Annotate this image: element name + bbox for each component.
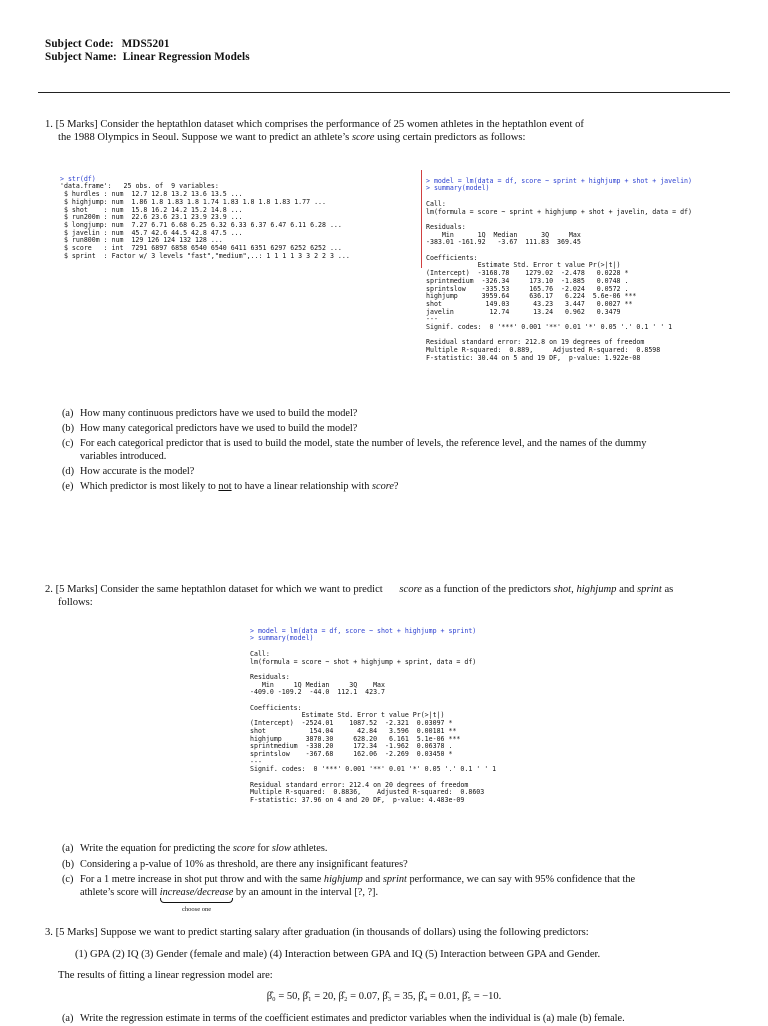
q2-part-c-highjump: highjump bbox=[323, 874, 363, 885]
question-2-intro bbox=[45, 583, 735, 609]
q1-part-e-label: (e) bbox=[62, 480, 74, 492]
q2-part-c-label: (c) bbox=[62, 874, 74, 885]
question-2-sep: , bbox=[571, 584, 577, 595]
q2-part-b-text: Considering a p-value of 10% as threshold, are there any insignificant features? bbox=[80, 858, 408, 870]
coefficient-equation: β̂₀ = 50, β̂₁ = 20, β̂₂ = 0.07, β̂₃ = 35, β̂₄ = 0.01, β̂₅ = −10. bbox=[266, 991, 502, 1002]
question-2-shot-term: shot bbox=[553, 584, 572, 595]
q2-part-a-text: Write the equation for predicting the bbox=[80, 843, 233, 854]
q1-part-c bbox=[62, 438, 734, 463]
question-2-highjump-term: highjump bbox=[576, 584, 617, 595]
q1-part-e bbox=[62, 481, 734, 494]
q1-str-output: 'data.frame': 25 obs. of 9 variables: $ hurdles : num 12.7 12.8 13.2 13.6 13.5 ... $ highjump: num 1.86 1.8 1.83 1.8 1.74 1.83 1.8 1.8 1.83 1.77 ... $ shot : num 15.8 16.2 14.2 15.2 14.8 ... $ run200m : num 22.6 23.6 23.1 23.9 23.9 ... $ longjump: num 7.27 6.71 6.68 6.25 6.32 6.33 6.37 6.47 6.11 6.28 ... $ javelin : num 45.7 42.6 44.5 42.8 47.5 ... $ run800m : num 129 126 124 132 128 ... $ score : int 7291 6897 6858 6540 6540 6411 6351 6297 6252 6252 ... $ sprint : Factor w/ 3 levels "fast","medium",..: 1 1 1 1 3 3 2 2 3 ... bbox=[60, 182, 350, 260]
subject-name-line bbox=[45, 51, 250, 63]
q1-part-e-not: not bbox=[218, 480, 232, 492]
q2-part-c-and: and bbox=[362, 874, 383, 885]
subject-code-line bbox=[45, 38, 170, 50]
q1-part-e-score: score bbox=[372, 480, 394, 492]
q2-part-c-text: For a 1 metre increase in shot put throw and with the same bbox=[80, 874, 324, 885]
q2-part-a-for: for bbox=[254, 843, 272, 854]
q1-part-d-text: How accurate is the model? bbox=[80, 465, 195, 477]
q2-part-c-sprint: sprint bbox=[382, 874, 407, 885]
question-1-intro-line2: the 1988 Olympics in Seoul. Suppose we want to predict an athlete’s bbox=[58, 132, 352, 143]
q2-part-a bbox=[62, 843, 734, 856]
q2-model-output: Call: lm(formula = score ~ shot + highjump + sprint, data = df) Residuals: Min 1Q Median 3Q Max -409.0 -109.2 -44.0 112.1 423.7 Coefficients: Estimate Std. Error t value Pr(>|t|) (Intercept) -2524.01 1087.52 -2.321 0.03097 * shot 154.04 42.84 3.596 0.00181 ** highjump 3870.30 628.20 6.161 5.1e-06 *** sprintmedium -338.20 172.34 -1.962 0.06378 . sprintslow -367.68 162.06 -2.269 0.03450 * --- Signif. codes: 0 '***' 0.001 '**' 0.01 '*' 0.05 '.' 0.1 ' ' 1 Residual standard error: 212.4 on 20 degrees of freedom Multiple R-squared: 0.8836, Adjusted R-squared: 0.8603 F-statistic: 37.96 on 4 and 20 DF, p-value: 4.483e-09 bbox=[250, 649, 497, 805]
q2-part-c-text2: performance, we can say with 95% confidence that the bbox=[406, 874, 636, 885]
question-1-intro-line2-end: using certain predictors as follows: bbox=[374, 132, 526, 143]
q1-part-a-label: (a) bbox=[62, 408, 74, 419]
question-3-intro bbox=[45, 926, 735, 939]
question-2-parts bbox=[62, 843, 734, 913]
increase-decrease-choice bbox=[159, 886, 234, 913]
q1-part-c-label: (c) bbox=[62, 438, 74, 449]
question-3-intro-text: [5 Marks] Suppose we want to predict starting salary after graduation (in thousands of dollars) using the following predictors: bbox=[55, 927, 589, 938]
q1-str-code-block bbox=[60, 168, 350, 260]
subject-code-value: MDS5201 bbox=[121, 38, 170, 50]
q2-part-c-end: by an amount in the interval [?, ?]. bbox=[233, 886, 379, 898]
q1-part-c-continuation: variables introduced. bbox=[80, 450, 167, 462]
q2-model-code-block bbox=[250, 620, 496, 805]
choose-one-note: choose one bbox=[182, 905, 212, 913]
question-2-follows: follows: bbox=[58, 597, 93, 608]
q2-part-a-slow: slow bbox=[271, 843, 291, 854]
q1-part-d-label: (d) bbox=[62, 465, 75, 477]
q1-part-b-text: How many categorical predictors have we used to build the model? bbox=[80, 423, 358, 434]
question-3-results: The results of fitting a linear regression model are: bbox=[58, 970, 273, 981]
q2-part-b bbox=[62, 859, 734, 872]
q2-part-b-label: (b) bbox=[62, 858, 75, 870]
q1-part-c-text: For each categorical predictor that is used to build the model, state the number of levels, the reference level, and the names of the dummy bbox=[80, 438, 647, 449]
question-2-as: as bbox=[661, 584, 674, 595]
q1-part-d bbox=[62, 466, 734, 479]
q1-part-b-label: (b) bbox=[62, 423, 75, 434]
header-divider bbox=[38, 92, 730, 93]
question-1-intro bbox=[45, 118, 735, 144]
question-2-intro-line1: [5 Marks] Consider the same heptathlon dataset for which we want to predict bbox=[55, 584, 383, 595]
underbrace bbox=[160, 898, 234, 903]
q2-part-a-end: athletes. bbox=[290, 843, 328, 854]
q2-part-a-label: (a) bbox=[62, 843, 74, 854]
question-2-and: and bbox=[616, 584, 638, 595]
question-1-intro-line1: [5 Marks] Consider the heptathlon dataset which comprises the performance of 25 women athletes in the heptathlon event of bbox=[55, 119, 584, 130]
question-2-intro-mid: as a function of the predictors bbox=[421, 584, 554, 595]
q1-model-output: Call: lm(formula = score ~ sprint + highjump + shot + javelin, data = df) Residuals: Min 1Q Median 3Q Max -383.01 -161.92 -3.67 111.83 369.45 Coefficients: Estimate Std. Error t value Pr(>|t|) (Intercept) -3168.78 1279.02 -2.478 0.0228 * sprintmedium -326.34 173.10 -1.885 0.0748 . sprintslow -335.53 165.76 -2.024 0.0572 . highjump 3959.64 636.17 6.224 5.6e-06 *** shot 149.03 43.23 3.447 0.0027 ** javelin 12.74 13.24 0.962 0.3479 --- Signif. codes: 0 '***' 0.001 '**' 0.01 '*' 0.05 '.' 0.1 ' ' 1 Residual standard error: 212.8 on 19 degrees of freedom Multiple R-squared: 0.889, Adjusted R-squared: 0.8598 F-statistic: 30.44 on 5 and 19 DF, p-value: 1.922e-08 bbox=[426, 199, 692, 362]
q1-part-a-text: How many continuous predictors have we used to build the model? bbox=[80, 408, 358, 419]
q2-part-c-choice: increase/decrease bbox=[159, 886, 234, 898]
question-3-predictors: (1) GPA (2) IQ (3) Gender (female and male) (4) Interaction between GPA and IQ (5) Interaction between GPA and Gender. bbox=[75, 949, 601, 960]
q1-part-e-text2: to have a linear relationship with bbox=[231, 480, 372, 492]
question-1-score-term: score bbox=[351, 132, 375, 143]
subject-name-value: Linear Regression Models bbox=[122, 51, 250, 63]
q1-part-e-end: ? bbox=[393, 480, 399, 492]
q1-part-e-text: Which predictor is most likely to bbox=[80, 480, 219, 492]
question-3-number: 3. bbox=[45, 927, 53, 938]
code-column-divider bbox=[421, 170, 423, 268]
question-1-number: 1. bbox=[45, 119, 53, 130]
q2-part-c-text3: athlete’s score will bbox=[80, 886, 160, 898]
question-1-parts bbox=[62, 408, 734, 493]
q1-str-command: > str(df) bbox=[60, 174, 96, 183]
question-2-score-term: score bbox=[399, 584, 422, 595]
q1-model-command: > model = lm(data = df, score ~ sprint + highjump + shot + javelin) > summary(model) bbox=[426, 176, 692, 193]
subject-name-label: Subject Name: bbox=[45, 51, 117, 63]
q1-model-code-block bbox=[426, 170, 692, 363]
q1-part-a bbox=[62, 408, 734, 421]
question-2-sprint-term: sprint bbox=[637, 584, 662, 595]
q2-model-command: > model = lm(data = df, score ~ shot + highjump + sprint) > summary(model) bbox=[250, 626, 477, 643]
q3-part-a-text: Write the regression estimate in terms of the coefficient estimates and predictor variables when the individual is (a) male (b) female. bbox=[80, 1013, 625, 1024]
q2-part-c bbox=[62, 874, 734, 913]
q3-part-a-label: (a) bbox=[62, 1013, 74, 1024]
q2-part-a-score: score bbox=[232, 843, 255, 854]
q1-part-b bbox=[62, 423, 734, 436]
question-2-number: 2. bbox=[45, 584, 53, 595]
subject-code-label: Subject Code: bbox=[45, 38, 114, 50]
